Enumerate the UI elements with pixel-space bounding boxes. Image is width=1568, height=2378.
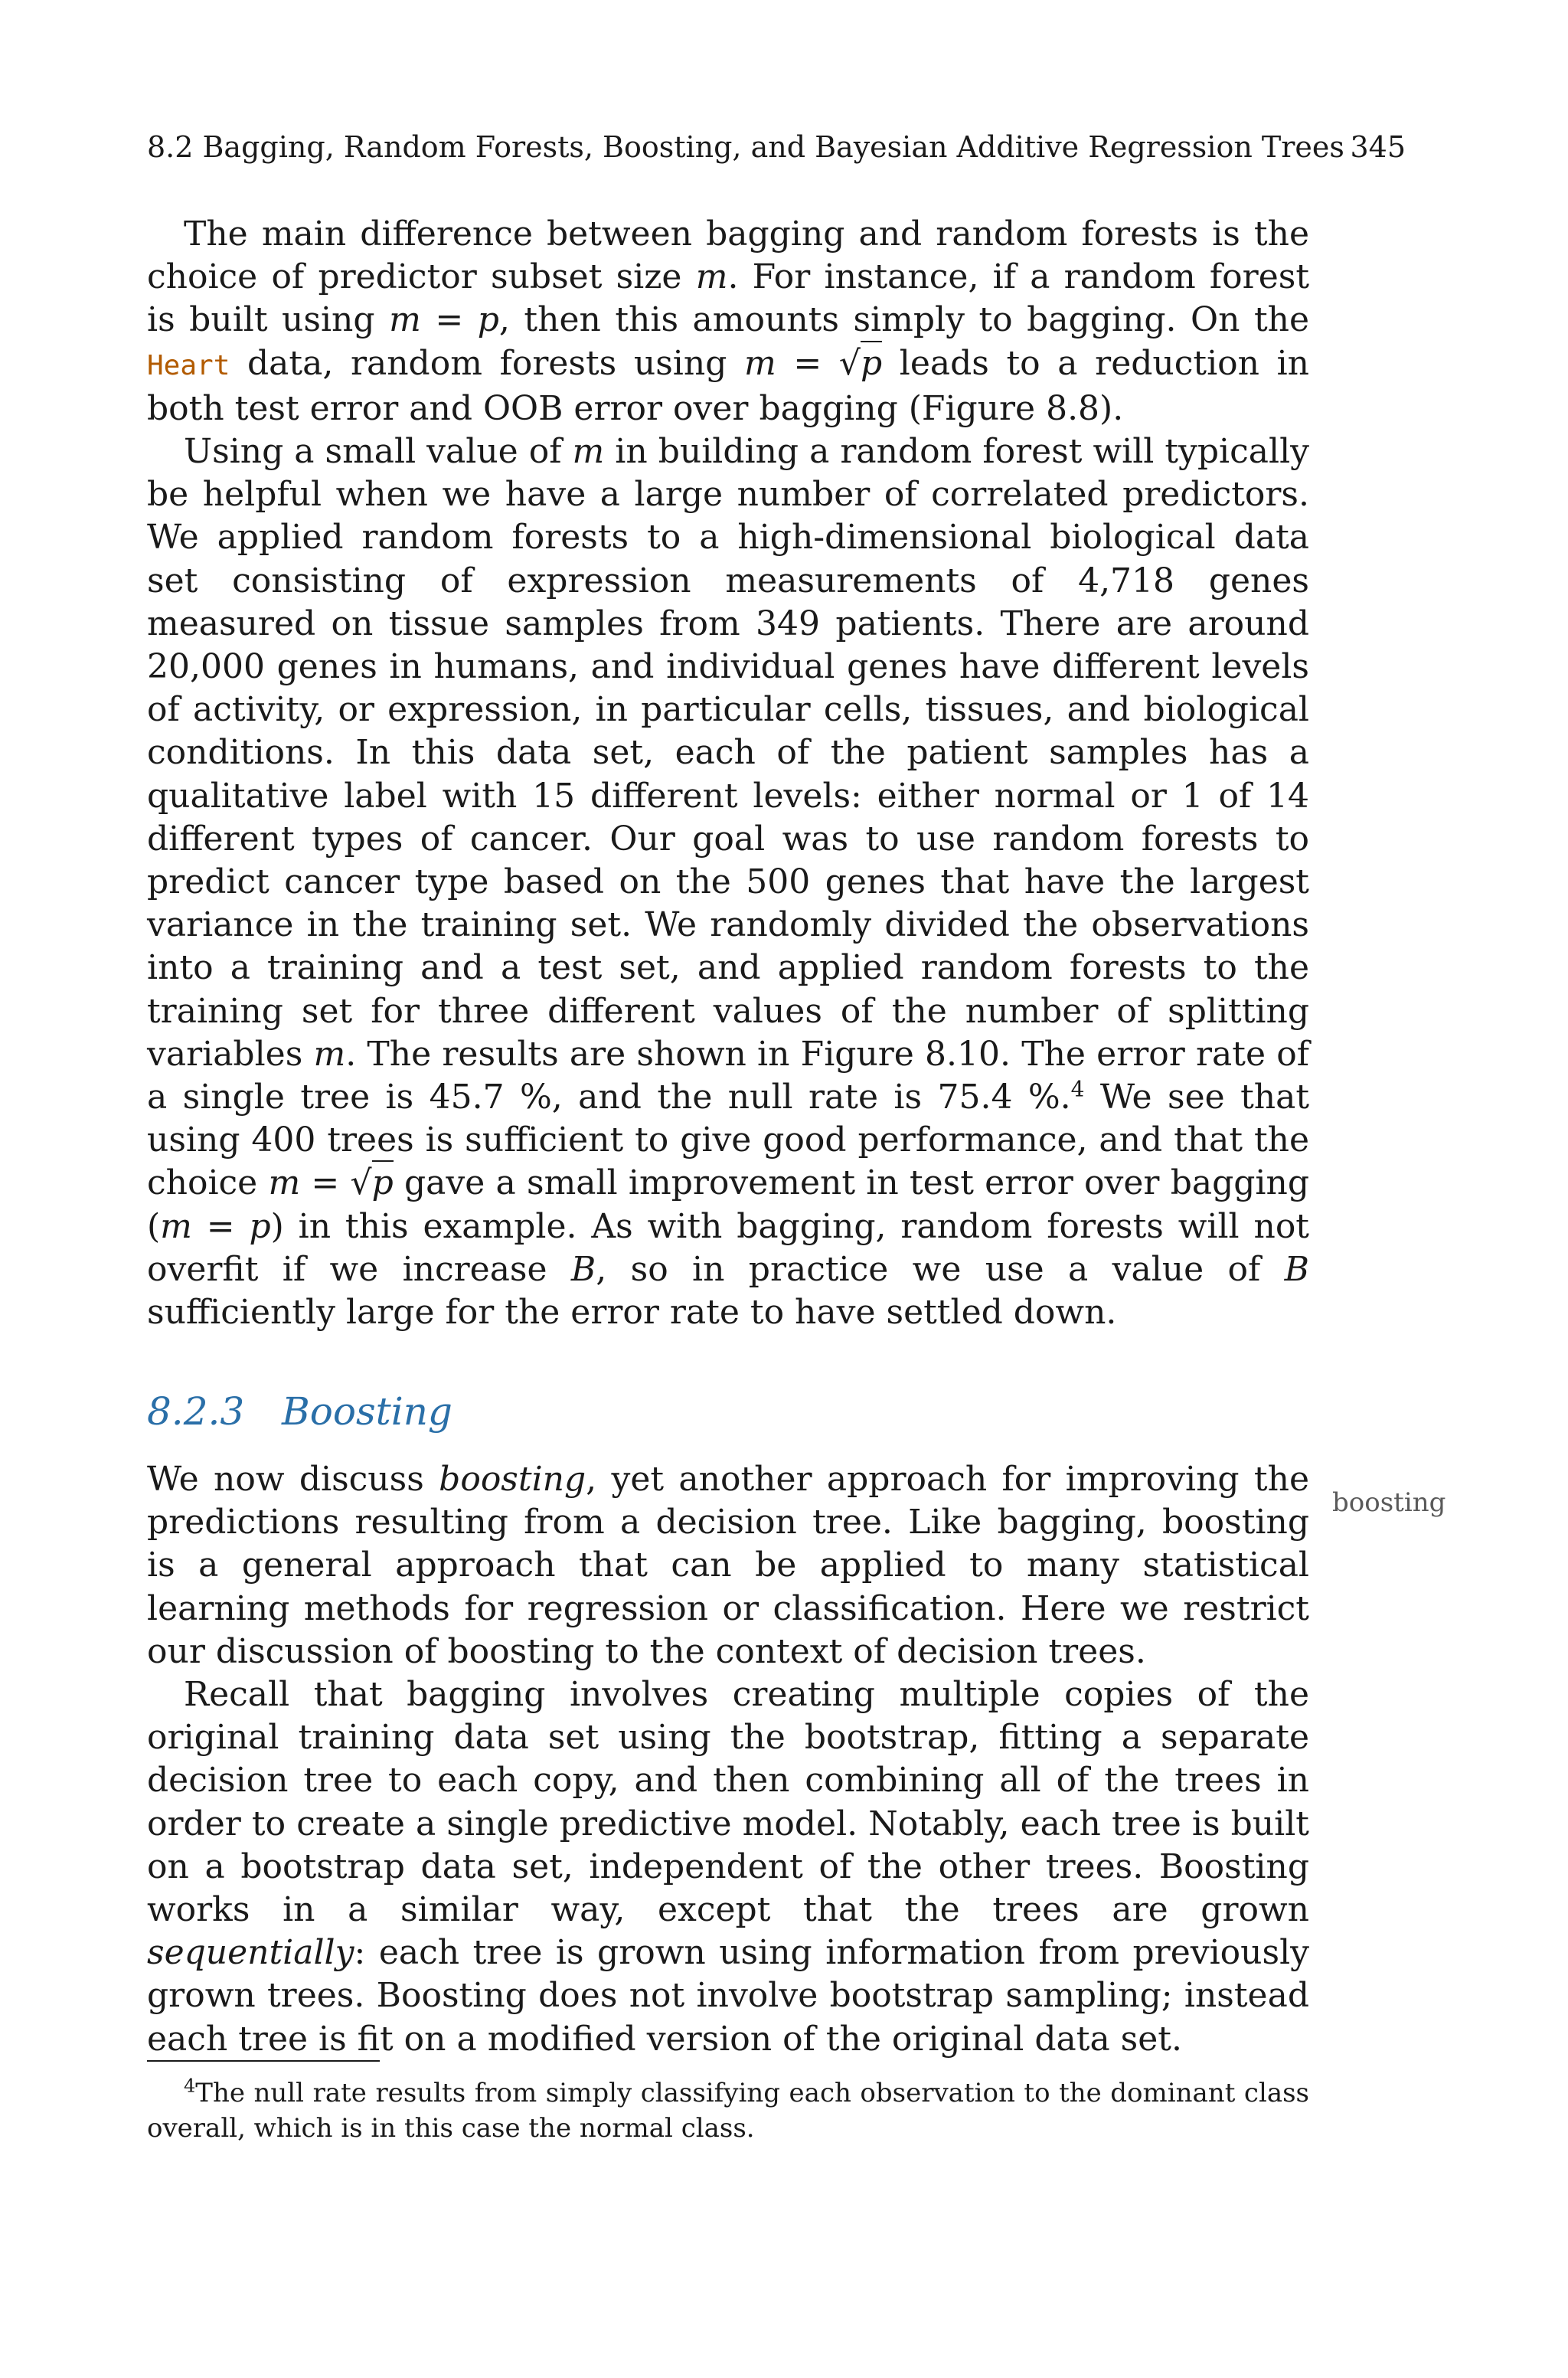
footnote-mark: 4 — [184, 2075, 196, 2097]
paragraph-boosting-intro — [147, 1458, 1309, 1673]
text-run: The main difference between bagging and random forests is the choice of predictor subset size — [147, 214, 1309, 297]
math-m: m — [695, 257, 728, 297]
sqrt-argument: p — [861, 341, 882, 383]
math-m: m — [572, 432, 605, 472]
text-run: , so in practice we use a value of — [596, 1249, 1285, 1289]
text-run: leads to a reduction in both test error and OOB error over bagging (Figure 8.8). — [147, 343, 1310, 428]
math-m-equals-p: m = p — [160, 1206, 271, 1246]
text-run: ) in this example. As with bagging, random forests will not overfit if we increase — [147, 1206, 1309, 1289]
margin-note-boosting: boosting — [1332, 1487, 1446, 1518]
footnote-divider — [147, 2060, 380, 2062]
text-run: , yet another approach for improving the predictions resulting from a decision tree. Like bagging, boosting is a general approach that can be applied to many statistical learning methods for regression or classification. Here we restrict our discussion of boosting to the context of decision trees. — [147, 1460, 1309, 1671]
text-run: . The results are shown in Figure 8.10. The error rate of a single tree is 45.7 %, and the null rate is 75.4 %. — [147, 1034, 1309, 1117]
text-run: We see that using 400 trees is sufficient to give good performance, and that the choice — [147, 1078, 1310, 1203]
text-run: We now discuss — [147, 1460, 439, 1499]
code-heart: Heart — [147, 349, 230, 381]
main-text-block — [147, 213, 1309, 1334]
text-run: . For instance, if a random forest is built using — [147, 257, 1309, 340]
section-heading — [147, 1385, 1309, 1438]
emphasis-boosting: boosting — [439, 1460, 586, 1499]
footnote-paragraph — [147, 2075, 1309, 2146]
text-run: , then this amounts simply to bagging. On the — [498, 300, 1310, 340]
sqrt-sign: √ — [350, 1163, 372, 1203]
math-m-equals: m = — [268, 1163, 351, 1203]
math-m: m — [313, 1034, 346, 1074]
text-run: sufficiently large for the error rate to have settled down. — [147, 1293, 1117, 1333]
sqrt-sign: √ — [838, 343, 861, 383]
text-run: Recall that bagging involves creating multiple copies of the original training data set using the bootstrap, fitting a separate decision tree to each copy, and then combining all of the trees in order to create a single predictive model. Notably, each tree is built on a bootstrap data set, independent of the other trees. Boosting works in a similar way, except that the trees are grown — [147, 1675, 1309, 1930]
footnote — [147, 2075, 1309, 2146]
footnote-text: The null rate results from simply classifying each observation to the dominant class overall, which is in this case the normal class. — [147, 2078, 1309, 2144]
paragraph-random-forest-choice — [147, 213, 1309, 430]
text-run: in building a random forest will typically be helpful when we have a large number of correlated predictors. We applied random forests to a high-dimensional biological data set consisting of expression measurements of 4,718 genes measured on tissue samples from 349 patients. There are around 20,000 genes in humans, and individual genes have different levels of activity, or expression, in particular cells, tissues, and biological conditions. In this data set, each of the patient samples has a qualitative label with 15 different levels: either normal or 1 of 14 different types of cancer. Our goal was to use random forests to predict cancer type based on the 500 genes that have the largest variance in the training set. We randomly divided the observations into a training and a test set, and applied random forests to the training set for three different values of the number of splitting variables — [147, 432, 1310, 1074]
math-b: B — [1284, 1249, 1309, 1289]
running-head-title: 8.2 Bagging, Random Forests, Boosting, and Bayesian Additive Regression Trees — [147, 130, 1344, 164]
paragraph-gene-expression — [147, 430, 1309, 1334]
emphasis-sequentially: sequentially — [147, 1933, 354, 1973]
section-title: Boosting — [282, 1389, 452, 1434]
paragraph-boosting-sequential — [147, 1673, 1309, 2061]
page-number: 345 — [1350, 130, 1406, 164]
text-run: gave a small improvement in test error over bagging ( — [147, 1163, 1309, 1246]
text-run: data, random forests using — [230, 343, 745, 383]
section-number: 8.2.3 — [147, 1389, 245, 1434]
running-head — [147, 127, 1406, 167]
text-run: : each tree is grown using information from previously grown trees. Boosting does not involve bootstrap sampling; instead each tree is fit on a modified version of the original data set. — [147, 1933, 1309, 2059]
math-m-equals-p: m = p — [389, 300, 499, 340]
footnote-reference: 4 — [1070, 1076, 1085, 1102]
text-run: Using a small value of — [184, 432, 573, 472]
boosting-text-block — [147, 1458, 1309, 2061]
sqrt-argument: p — [372, 1160, 394, 1202]
math-b: B — [570, 1249, 596, 1289]
math-m-equals: m = — [744, 343, 839, 383]
